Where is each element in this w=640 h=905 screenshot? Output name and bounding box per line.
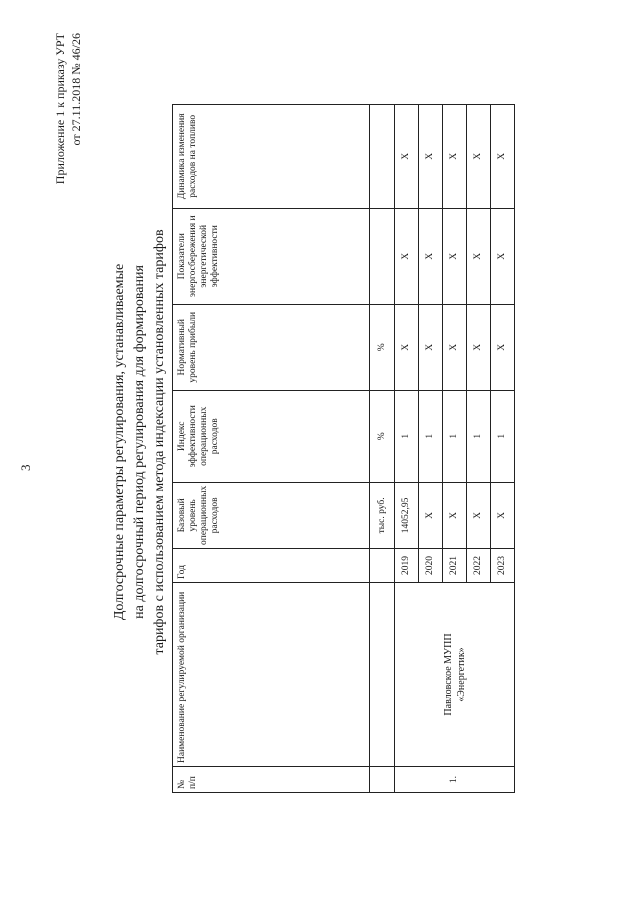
header-energy: Показатели энергосбережения и энергетической эффективности	[173, 208, 370, 304]
units-row	[370, 104, 395, 792]
unit-profit: %	[370, 304, 395, 390]
cell-base: Х	[467, 482, 491, 548]
document-title	[110, 137, 170, 747]
cell-energy: Х	[419, 208, 443, 304]
cell-base: Х	[443, 482, 467, 548]
unit-empty	[370, 549, 395, 583]
annex-note	[52, 33, 84, 193]
header-org: Наименование регулируемой организации	[173, 583, 370, 767]
annex-line-1: Приложение 1 к приказу УРТ	[53, 33, 67, 185]
cell-profit: Х	[419, 304, 443, 390]
cell-base: Х	[419, 482, 443, 548]
cell-fuel: Х	[467, 104, 491, 208]
organization-line-2: «Энергетик»	[455, 647, 467, 702]
cell-index: 1	[491, 390, 515, 482]
cell-index: 1	[395, 390, 419, 482]
cell-energy: Х	[395, 208, 419, 304]
cell-year: 2021	[443, 549, 467, 583]
unit-base: тыс. руб.	[370, 482, 395, 548]
cell-index: 1	[419, 390, 443, 482]
unit-empty	[370, 583, 395, 767]
unit-empty	[370, 767, 395, 793]
unit-index: %	[370, 390, 395, 482]
entry-number: 1.	[395, 767, 515, 793]
cell-base: Х	[491, 482, 515, 548]
cell-fuel: Х	[395, 104, 419, 208]
table-row	[395, 104, 419, 792]
cell-profit: Х	[491, 304, 515, 390]
unit-empty	[370, 208, 395, 304]
unit-empty	[370, 104, 395, 208]
cell-fuel: Х	[491, 104, 515, 208]
cell-energy: Х	[467, 208, 491, 304]
cell-profit: Х	[443, 304, 467, 390]
cell-energy: Х	[443, 208, 467, 304]
title-line-3: тарифов с использованием метода индексации установленных тарифов	[152, 229, 167, 655]
header-profit: Нормативный уровень прибыли	[173, 304, 370, 390]
cell-profit: Х	[467, 304, 491, 390]
cell-fuel: Х	[443, 104, 467, 208]
header-base: Базовый уровень операционных расходов	[173, 482, 370, 548]
organization-name	[395, 583, 515, 767]
cell-base: 14052,95	[395, 482, 419, 548]
header-index: Индекс эффективности операционных расходов	[173, 390, 370, 482]
cell-fuel: Х	[419, 104, 443, 208]
cell-profit: Х	[395, 304, 419, 390]
cell-index: 1	[443, 390, 467, 482]
cell-energy: Х	[491, 208, 515, 304]
cell-year: 2022	[467, 549, 491, 583]
cell-index: 1	[467, 390, 491, 482]
header-row	[173, 104, 370, 792]
page-number: 3	[18, 464, 33, 471]
table-body	[395, 104, 515, 792]
title-line-2: на долгосрочный период регулирования для формирования	[132, 265, 147, 619]
annex-line-2: от 27.11.2018 № 46/26	[69, 33, 83, 146]
header-num: № п/п	[173, 767, 370, 793]
cell-year: 2020	[419, 549, 443, 583]
organization-line-1: Павловское МУПП	[442, 633, 454, 716]
parameters-table	[172, 104, 515, 793]
header-fuel: Динамика изменения расходов на топливо	[173, 104, 370, 208]
header-year: Год	[173, 549, 370, 583]
cell-year: 2023	[491, 549, 515, 583]
cell-year: 2019	[395, 549, 419, 583]
title-line-1: Долгосрочные параметры регулирования, устанавливаемые	[112, 263, 127, 621]
